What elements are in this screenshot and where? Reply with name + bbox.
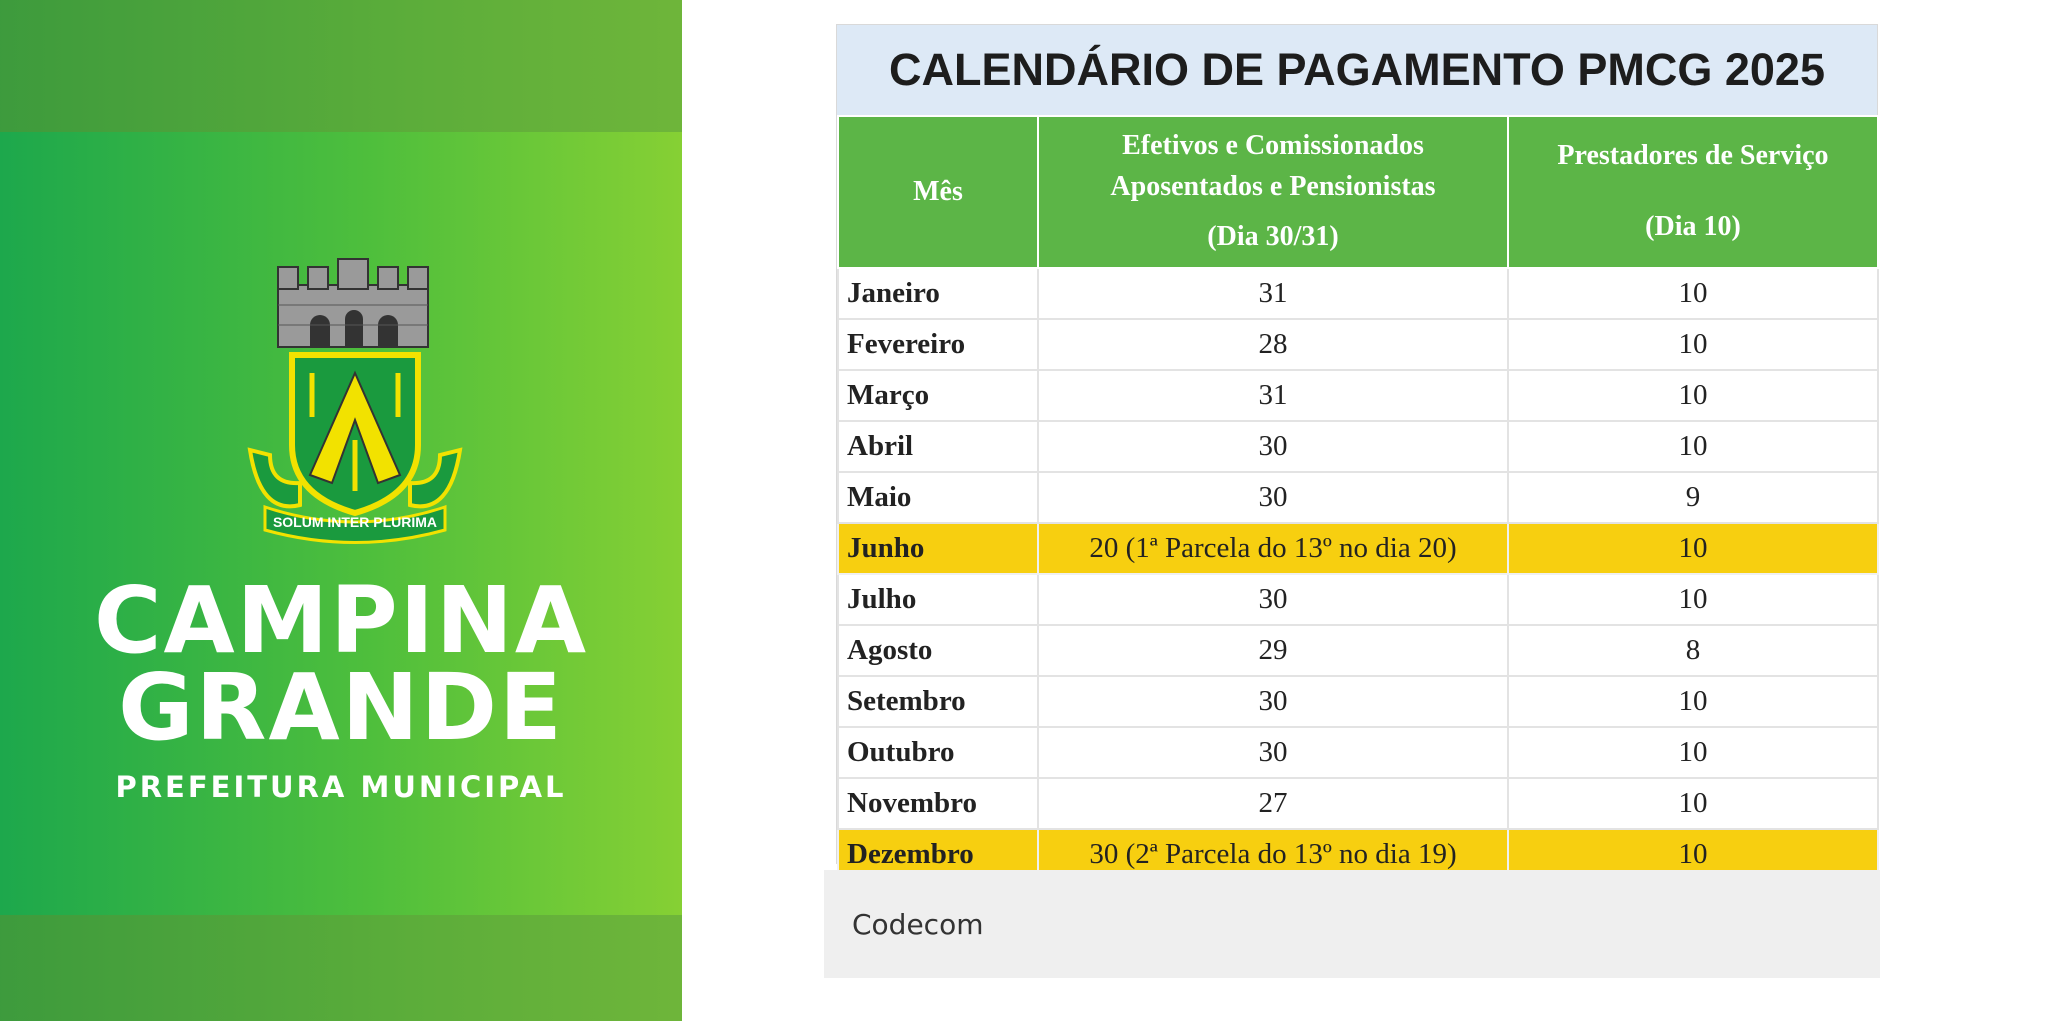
table-row: [838, 472, 1878, 523]
month-cell: Outubro: [838, 727, 1038, 778]
table-row: [838, 676, 1878, 727]
month-cell: Abril: [838, 421, 1038, 472]
month-cell: Novembro: [838, 778, 1038, 829]
payment-calendar: [836, 24, 1878, 870]
prestadores-cell: 10: [1508, 268, 1878, 319]
efetivos-cell: 30: [1038, 676, 1508, 727]
prestadores-cell: 10: [1508, 778, 1878, 829]
prestadores-cell: 10: [1508, 676, 1878, 727]
table-row: [838, 574, 1878, 625]
month-cell: Julho: [838, 574, 1038, 625]
image-caption: [824, 870, 1880, 978]
table-header-row: [838, 116, 1878, 268]
payment-table: [837, 115, 1879, 881]
calendar-title: CALENDÁRIO DE PAGAMENTO PMCG 2025: [837, 25, 1877, 115]
table-row: [838, 625, 1878, 676]
prestadores-cell: 10: [1508, 421, 1878, 472]
month-cell: Agosto: [838, 625, 1038, 676]
month-cell: Fevereiro: [838, 319, 1038, 370]
brand-subtitle: PREFEITURA MUNICIPAL: [115, 770, 567, 804]
header-efetivos-line2: Aposentados e Pensionistas: [1110, 170, 1436, 202]
header-month: Mês: [838, 116, 1038, 268]
brand-title-line2: GRANDE: [118, 654, 564, 761]
castle-crown-icon: [278, 259, 428, 347]
table-row: [838, 370, 1878, 421]
efetivos-cell: 31: [1038, 370, 1508, 421]
table-row: [838, 523, 1878, 574]
month-cell: Janeiro: [838, 268, 1038, 319]
efetivos-cell: 30: [1038, 727, 1508, 778]
header-prestadores-line1: Prestadores de Serviço: [1557, 140, 1829, 172]
efetivos-cell: 30 (2ª Parcela do 13º no dia 19): [1038, 829, 1508, 880]
table-row: [838, 727, 1878, 778]
efetivos-cell: 31: [1038, 268, 1508, 319]
table-row: [838, 778, 1878, 829]
month-cell: Maio: [838, 472, 1038, 523]
header-efetivos: [1038, 116, 1508, 268]
prestadores-cell: 10: [1508, 727, 1878, 778]
table-row: [838, 421, 1878, 472]
header-efetivos-line1: Efetivos e Comissionados: [1122, 130, 1424, 162]
efetivos-cell: 27: [1038, 778, 1508, 829]
month-cell: Março: [838, 370, 1038, 421]
brand-band-top: [0, 0, 682, 132]
prestadores-cell: 9: [1508, 472, 1878, 523]
coat-of-arms-logo: [240, 255, 470, 545]
table-row: [838, 319, 1878, 370]
efetivos-cell: 20 (1ª Parcela do 13º no dia 20): [1038, 523, 1508, 574]
header-prestadores-line2: (Dia 10): [1645, 211, 1741, 242]
shield-icon: [292, 355, 418, 513]
header-prestadores: [1508, 116, 1878, 268]
table-row: [838, 268, 1878, 319]
efetivos-cell: 30: [1038, 574, 1508, 625]
prestadores-cell: 8: [1508, 625, 1878, 676]
caption-text: Codecom: [852, 907, 984, 941]
month-cell: Junho: [838, 523, 1038, 574]
prestadores-cell: 10: [1508, 370, 1878, 421]
efetivos-cell: 30: [1038, 472, 1508, 523]
brand-band-bottom: [0, 915, 682, 1021]
brand-title-line1: CAMPINA: [93, 567, 589, 674]
header-efetivos-line3: (Dia 30/31): [1207, 221, 1339, 253]
month-cell: Dezembro: [838, 829, 1038, 880]
efetivos-cell: 28: [1038, 319, 1508, 370]
prestadores-cell: 10: [1508, 523, 1878, 574]
brand-panel: [0, 0, 682, 1021]
month-cell: Setembro: [838, 676, 1038, 727]
efetivos-cell: 30: [1038, 421, 1508, 472]
prestadores-cell: 10: [1508, 574, 1878, 625]
efetivos-cell: 29: [1038, 625, 1508, 676]
prestadores-cell: 10: [1508, 829, 1878, 880]
prestadores-cell: 10: [1508, 319, 1878, 370]
motto-text: SOLUM INTER PLURIMA: [272, 514, 438, 530]
